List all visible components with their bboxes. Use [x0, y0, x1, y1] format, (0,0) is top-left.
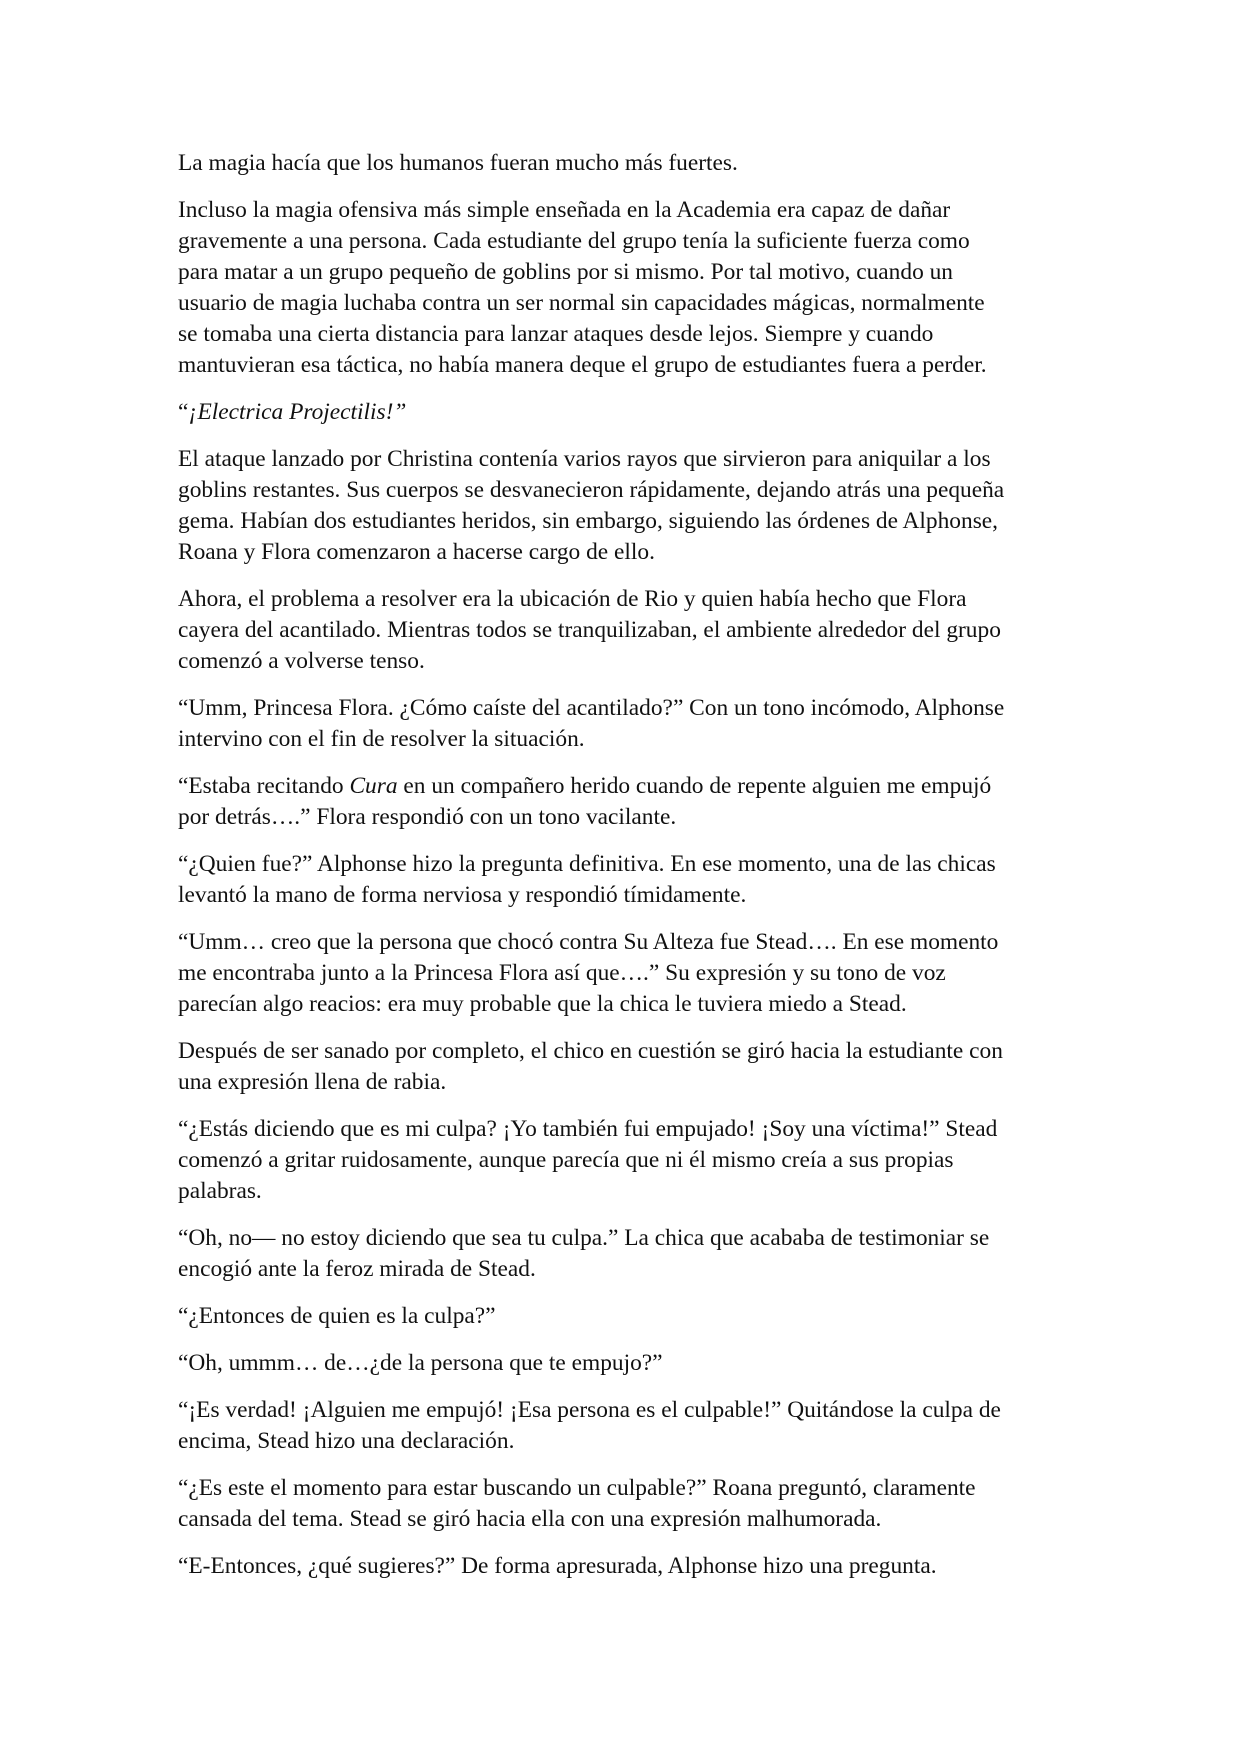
text-run: “Umm… creo que la persona que chocó contra Su Alteza fue Stead…. En ese momento me encontraba junto a la Princesa Flora así que….” Su expresión y su tono de voz parecían algo reacios: era muy probable que la chica le tuviera miedo a Stead.	[178, 929, 999, 1017]
paragraph	[178, 444, 1076, 568]
paragraph	[178, 1301, 1076, 1332]
text-run: “Oh, no— no estoy diciendo que sea tu culpa.” La chica que acababa de testimoniar se encogió ante la feroz mirada de Stead.	[178, 1225, 990, 1282]
paragraph	[178, 1036, 1076, 1098]
text-run: “Umm, Princesa Flora. ¿Cómo caíste del acantilado?” Con un tono incómodo, Alphonse intervino con el fin de resolver la situación.	[178, 695, 1005, 752]
paragraph	[178, 1223, 1076, 1285]
text-run: La magia hacía que los humanos fueran mucho más fuertes.	[178, 150, 738, 176]
text-run: “Oh, ummm… de…¿de la persona que te empujo?”	[178, 1350, 663, 1376]
paragraph	[178, 1473, 1076, 1535]
text-run: “¿Estás diciendo que es mi culpa? ¡Yo también fui empujado! ¡Soy una víctima!” Stead comenzó a gritar ruidosamente, aunque parecía que ni él mismo creía a sus propias palabras.	[178, 1116, 998, 1204]
text-run: “Estaba recitando	[178, 773, 350, 799]
body-text	[178, 148, 1076, 1598]
paragraph	[178, 771, 1076, 833]
text-run: “¡Es verdad! ¡Alguien me empujó! ¡Esa persona es el culpable!” Quitándose la culpa de encima, Stead hizo una declaración.	[178, 1397, 1001, 1454]
paragraph	[178, 397, 1076, 428]
paragraph	[178, 1551, 1076, 1582]
text-run: “¿Quien fue?” Alphonse hizo la pregunta definitiva. En ese momento, una de las chicas levantó la mano de forma nerviosa y respondió tímidamente.	[178, 851, 996, 908]
text-run: Ahora, el problema a resolver era la ubicación de Rio y quien había hecho que Flora cayera del acantilado. Mientras todos se tranquilizaban, el ambiente alrededor del grupo comenzó a volverse tenso.	[178, 586, 1001, 674]
italic-text-run: Cura	[349, 773, 398, 799]
paragraph	[178, 195, 1076, 381]
text-run: Después de ser sanado por completo, el chico en cuestión se giró hacia la estudiante con una expresión llena de rabia.	[178, 1038, 1003, 1095]
text-run: Incluso la magia ofensiva más simple enseñada en la Academia era capaz de dañar gravemente a una persona. Cada estudiante del grupo tenía la suficiente fuerza como para matar a un grupo pequeño de goblins por si mismo. Por tal motivo, cuando un usuario de magia luchaba contra un ser normal sin capacidades mágicas, normalmente se tomaba una cierta distancia para lanzar ataques desde lejos. Siempre y cuando mantuvieran esa táctica, no había manera deque el grupo de estudiantes fuera a perder.	[178, 197, 987, 378]
text-run: en un compañero herido cuando de repente alguien me empujó por detrás….” Flora respondió con un tono vacilante.	[178, 773, 992, 830]
text-run: “¿Entonces de quien es la culpa?”	[178, 1303, 496, 1329]
italic-text-run: ¡Electrica Projectilis!”	[188, 399, 407, 425]
text-run: “	[178, 399, 189, 425]
paragraph	[178, 584, 1076, 677]
paragraph	[178, 148, 1076, 179]
paragraph	[178, 1114, 1076, 1207]
paragraph	[178, 693, 1076, 755]
paragraph	[178, 1348, 1076, 1379]
text-run: “¿Es este el momento para estar buscando un culpable?” Roana preguntó, claramente cansada del tema. Stead se giró hacia ella con una expresión malhumorada.	[178, 1475, 976, 1532]
paragraph	[178, 849, 1076, 911]
text-run: “E-Entonces, ¿qué sugieres?” De forma apresurada, Alphonse hizo una pregunta.	[178, 1553, 937, 1579]
paragraph	[178, 1395, 1076, 1457]
paragraph	[178, 927, 1076, 1020]
text-run: El ataque lanzado por Christina contenía varios rayos que sirvieron para aniquilar a los goblins restantes. Sus cuerpos se desvanecieron rápidamente, dejando atrás una pequeña gema. Habían dos estudiantes heridos, sin embargo, siguiendo las órdenes de Alphonse, Roana y Flora comenzaron a hacerse cargo de ello.	[178, 446, 1005, 565]
